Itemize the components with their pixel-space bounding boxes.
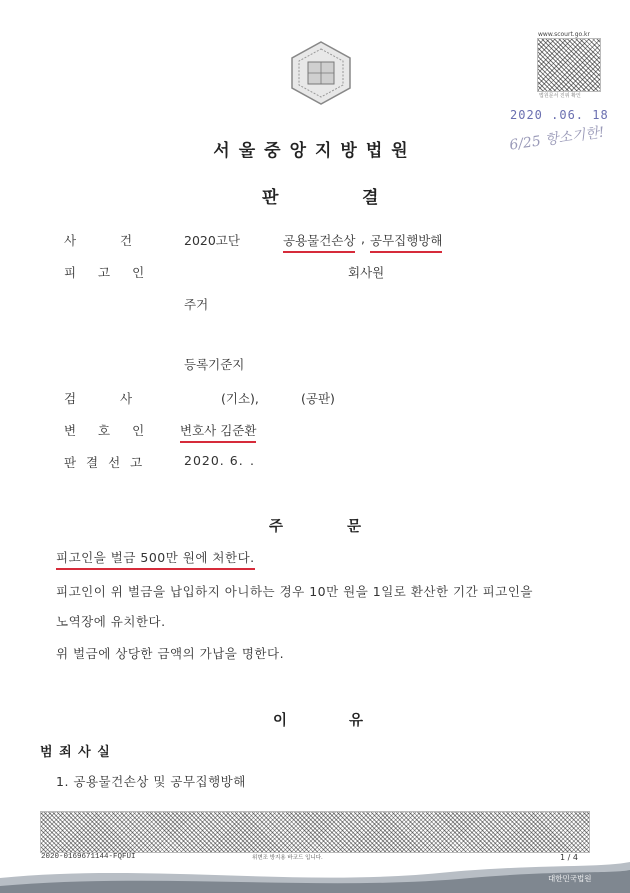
handwritten-note: 6/25 항소기한! <box>508 124 606 154</box>
defendant-label: 피 고 인 <box>64 265 154 280</box>
document-id: 2020-0169671144-FQFUI <box>41 853 136 861</box>
case-label: 사 건 <box>64 233 153 248</box>
document-title-left: 판 <box>262 188 279 208</box>
page-number: 1 / 4 <box>560 853 578 862</box>
prosecution-note: (기소), <box>221 391 259 406</box>
charge-property-damage: 공용물건손상 <box>283 231 355 253</box>
charge-comma: , <box>361 231 365 246</box>
document-title-right: 결 <box>362 188 379 208</box>
trial-note: (공판) <box>301 391 335 406</box>
prosecutor-label: 검 사 <box>64 391 153 406</box>
barcode-note: 위변조 방지용 바코드 입니다. <box>252 855 323 861</box>
verification-barcode-top <box>537 38 601 92</box>
reasons-heading-right: 유 <box>349 713 364 729</box>
verdict-date: 2020. 6. <box>184 453 244 468</box>
verdict-date-label: 판 결 선 고 <box>64 455 146 470</box>
case-number: 2020고단 <box>184 233 240 248</box>
address-label: 주거 <box>184 297 209 312</box>
defense-counsel: 변호사 김준환 <box>180 421 256 443</box>
ruling-heading-right: 문 <box>347 519 362 535</box>
ruling-sentence: 피고인을 벌금 500만 원에 처한다. <box>56 548 255 570</box>
court-seal-emblem <box>288 40 354 108</box>
ruling-detention-line2: 노역장에 유치한다. <box>56 614 166 629</box>
crime-fact-item-1: 1. 공용물건손상 및 공무집행방해 <box>56 774 246 789</box>
court-url: www.scourt.go.kr <box>538 31 590 38</box>
barcode-caption: 법원문서 진위 확인 <box>539 93 581 99</box>
footer-wave-decoration <box>0 858 630 893</box>
received-date-stamp: 2020 .06. 18 <box>510 108 609 122</box>
court-name: 서울중앙지방법원 <box>213 141 417 161</box>
ruling-detention-line1: 피고인이 위 벌금을 납입하지 아니하는 경우 10만 원을 1일로 환산한 기간 피고인을 <box>56 584 533 599</box>
reasons-heading-left: 이 <box>273 713 288 729</box>
charge-obstruction: 공무집행방해 <box>370 231 442 253</box>
verification-barcode-bottom <box>40 811 590 853</box>
registry-label: 등록기준지 <box>184 357 245 372</box>
ruling-provisional-payment: 위 벌금에 상당한 금액의 가납을 명한다. <box>56 646 285 661</box>
defendant-occupation: 회사원 <box>348 265 385 280</box>
ruling-heading-left: 주 <box>269 519 284 535</box>
court-brand-footer: 대한민국법원 <box>548 874 592 883</box>
section-title-crime-facts: 범 죄 사 실 <box>40 745 111 760</box>
counsel-label: 변 호 인 <box>64 423 154 438</box>
verdict-date-dot: . <box>250 453 254 468</box>
